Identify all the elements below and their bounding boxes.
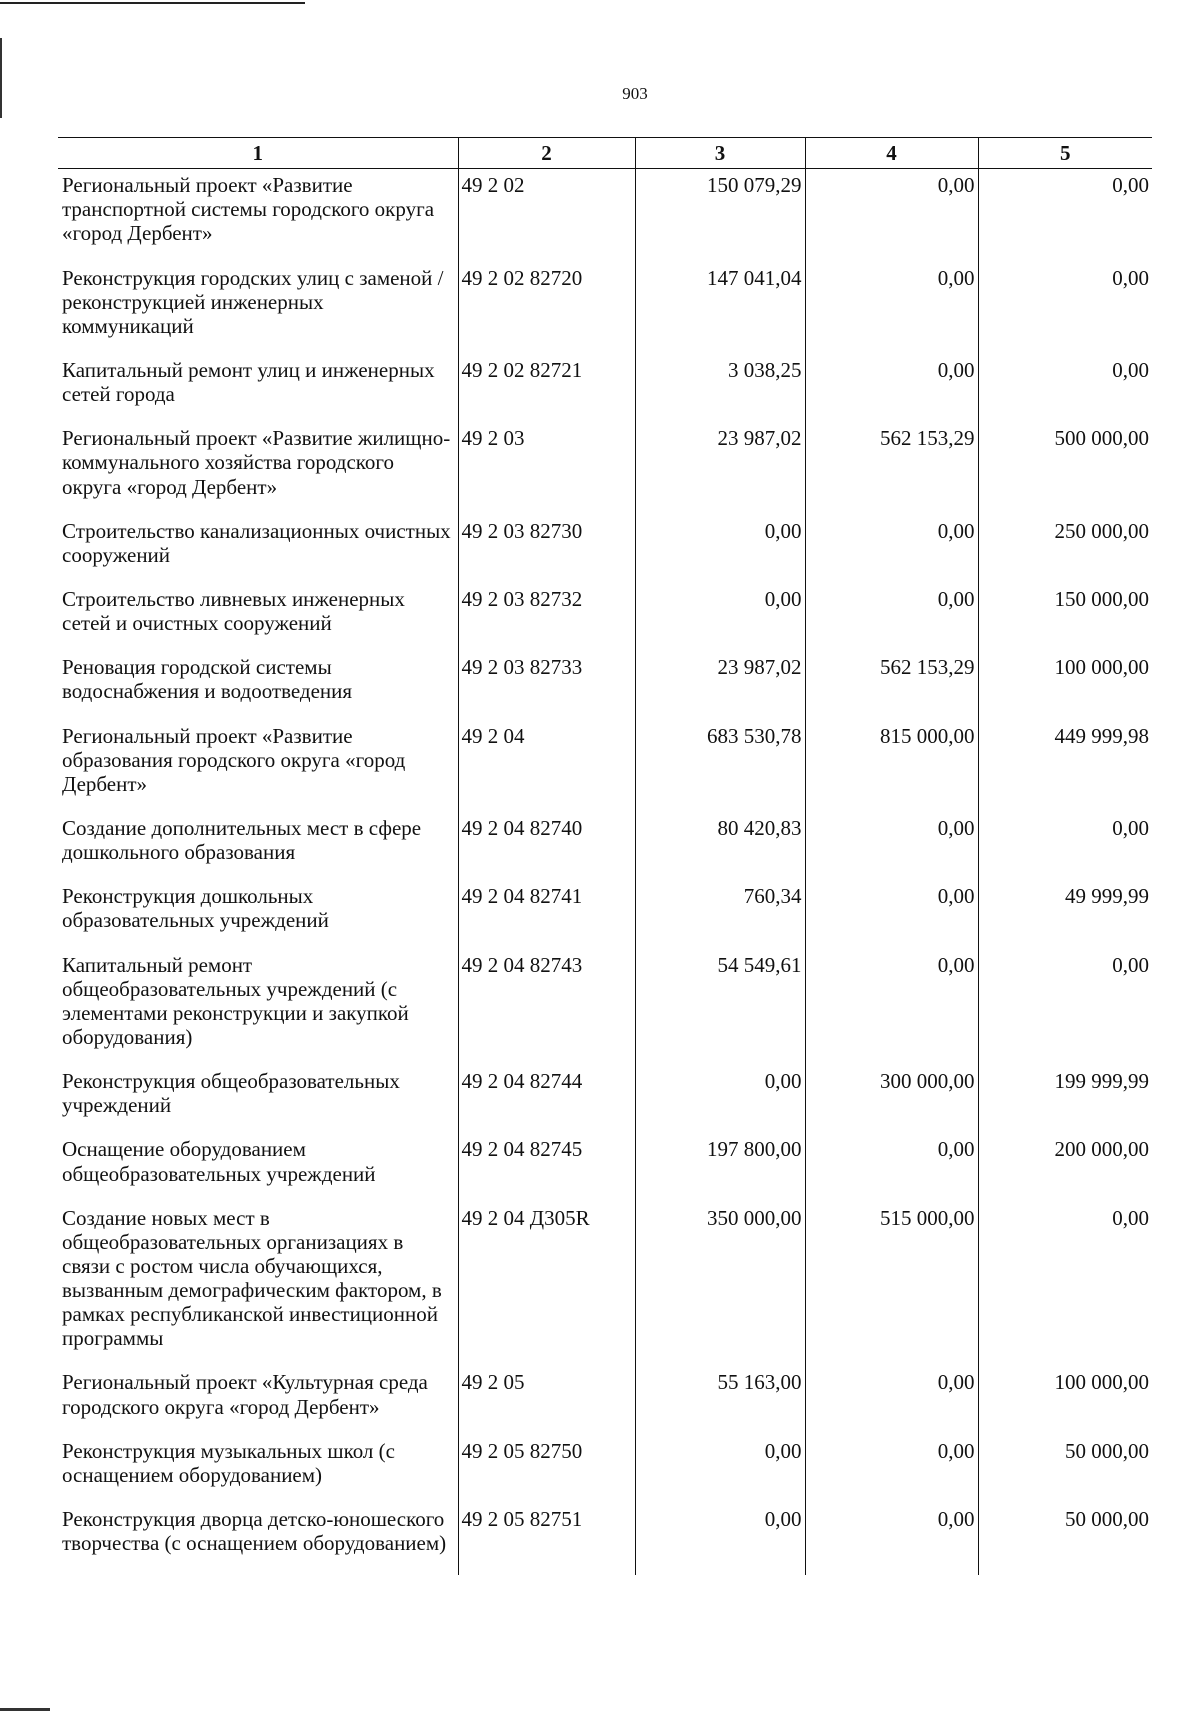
table-body: [58, 169, 1152, 1576]
row-col4-value: 0,00: [805, 1370, 978, 1438]
row-col3-value: 0,00: [635, 519, 805, 587]
row-col4-value: 0,00: [805, 358, 978, 426]
row-col3-value: 54 549,61: [635, 953, 805, 1070]
row-col5-value: 49 999,99: [978, 884, 1152, 952]
row-col5-value: 100 000,00: [978, 655, 1152, 723]
row-name-cell: Региональный проект «Развитие образования городского округа «город Дербент»: [62, 723, 406, 796]
row-col5-value: 0,00: [978, 358, 1152, 426]
row-col4-value: 0,00: [805, 816, 978, 884]
row-code-cell: 49 2 04 82744: [458, 1069, 635, 1137]
row-code-cell: 49 2 04 Д305R: [458, 1206, 635, 1371]
row-col4-value: 562 153,29: [805, 655, 978, 723]
table-row: [58, 655, 1152, 723]
row-col3-value: 147 041,04: [635, 266, 805, 358]
row-name-cell: Создание дополнительных мест в сфере дошкольного образования: [62, 815, 422, 865]
row-code-cell: 49 2 02: [458, 169, 635, 266]
row-col4-value: 0,00: [805, 884, 978, 952]
row-col3-value: 0,00: [635, 587, 805, 655]
row-col3-value: 0,00: [635, 1069, 805, 1137]
row-code-cell: 49 2 03 82730: [458, 519, 635, 587]
row-col4-value: 515 000,00: [805, 1206, 978, 1371]
row-name-cell: Реконструкция музыкальных школ (с оснащением оборудованием): [62, 1438, 395, 1487]
row-col4-value: 0,00: [805, 266, 978, 358]
row-name-cell: Региональный проект «Развитие транспортной системы городского округа «город Дербент»: [62, 173, 435, 246]
row-col4-value: 0,00: [805, 953, 978, 1070]
row-col3-value: 0,00: [635, 1507, 805, 1575]
row-name-cell: Реконструкция дворца детско-юношеского творчества (с оснащением оборудованием): [62, 1507, 447, 1556]
row-name-cell: Капитальный ремонт улиц и инженерных сетей города: [62, 357, 435, 407]
row-col3-value: 350 000,00: [635, 1206, 805, 1371]
row-col5-value: 100 000,00: [978, 1370, 1152, 1438]
row-code-cell: 49 2 03: [458, 426, 635, 518]
row-col5-value: 0,00: [978, 953, 1152, 1070]
row-col4-value: 0,00: [805, 519, 978, 587]
row-name-cell: Реновация городской системы водоснабжения и водоотведения: [62, 655, 353, 704]
scan-artifact-left-edge: [0, 38, 2, 118]
row-name-cell: Строительство канализационных очистных сооружений: [62, 518, 451, 567]
table-row: [58, 1069, 1152, 1137]
row-code-cell: 49 2 05: [458, 1370, 635, 1438]
row-col4-value: 0,00: [805, 1137, 978, 1205]
row-code-cell: 49 2 05 82750: [458, 1439, 635, 1507]
table-header: [58, 138, 1152, 169]
row-col5-value: 449 999,98: [978, 724, 1152, 816]
row-name-cell: Оснащение оборудованием общеобразовательных учреждений: [62, 1137, 376, 1186]
row-name-cell: Реконструкция общеобразовательных учреждений: [62, 1069, 400, 1118]
table-row: [58, 1206, 1152, 1371]
row-code-cell: 49 2 03 82732: [458, 587, 635, 655]
row-col5-value: 200 000,00: [978, 1137, 1152, 1205]
row-col4-value: 300 000,00: [805, 1069, 978, 1137]
row-col4-value: 0,00: [805, 587, 978, 655]
table-row: [58, 953, 1152, 1070]
row-col5-value: 500 000,00: [978, 426, 1152, 518]
row-col3-value: 150 079,29: [635, 169, 805, 266]
header-col-3: 3: [635, 138, 805, 169]
row-code-cell: 49 2 02 82720: [458, 266, 635, 358]
table-row: [58, 587, 1152, 655]
row-col5-value: 150 000,00: [978, 587, 1152, 655]
table-row: [58, 1507, 1152, 1575]
row-name-cell: Реконструкция городских улиц с заменой / реконструкцией инженерных коммуникаций: [62, 265, 444, 338]
table-row: [58, 519, 1152, 587]
table-row: [58, 884, 1152, 952]
row-col5-value: 50 000,00: [978, 1507, 1152, 1575]
row-name-cell: Региональный проект «Культурная среда городского округа «город Дербент»: [62, 1370, 428, 1419]
row-col3-value: 3 038,25: [635, 358, 805, 426]
header-row: [58, 138, 1152, 169]
header-col-2: 2: [458, 138, 635, 169]
row-col3-value: 23 987,02: [635, 426, 805, 518]
header-col-4: 4: [805, 138, 978, 169]
row-code-cell: 49 2 02 82721: [458, 358, 635, 426]
row-code-cell: 49 2 04 82740: [458, 816, 635, 884]
budget-table: [58, 137, 1152, 1575]
row-col3-value: 197 800,00: [635, 1137, 805, 1205]
table-row: [58, 266, 1152, 358]
row-code-cell: 49 2 03 82733: [458, 655, 635, 723]
header-col-5: 5: [978, 138, 1152, 169]
row-col3-value: 80 420,83: [635, 816, 805, 884]
table-row: [58, 358, 1152, 426]
row-code-cell: 49 2 04 82743: [458, 953, 635, 1070]
row-name-cell: Реконструкция дошкольных образовательных учреждений: [62, 884, 329, 933]
table-row: [58, 1370, 1152, 1438]
row-name-cell: Региональный проект «Развитие жилищно-коммунального хозяйства городского округа «город Дербент»: [62, 426, 451, 499]
row-col4-value: 0,00: [805, 1507, 978, 1575]
table-row: [58, 724, 1152, 816]
page-number: 903: [622, 84, 648, 103]
table-row: [58, 169, 1152, 266]
scan-artifact-bottom-line: [0, 1708, 50, 1711]
row-col5-value: 0,00: [978, 1206, 1152, 1371]
row-col3-value: 0,00: [635, 1439, 805, 1507]
row-col3-value: 55 163,00: [635, 1370, 805, 1438]
table-row: [58, 816, 1152, 884]
row-name-cell: Создание новых мест в общеобразовательных организациях в связи с ростом числа обучающихся, вызванным демографическим фактором, в рамках республиканской инвестиционной программы: [62, 1205, 442, 1351]
table-row: [58, 1439, 1152, 1507]
row-code-cell: 49 2 04 82741: [458, 884, 635, 952]
row-col5-value: 250 000,00: [978, 519, 1152, 587]
row-col4-value: 562 153,29: [805, 426, 978, 518]
row-name-cell: Капитальный ремонт общеобразовательных учреждений (с элементами реконструкции и закупкой оборудования): [62, 952, 409, 1049]
table-row: [58, 1137, 1152, 1205]
row-col4-value: 815 000,00: [805, 724, 978, 816]
row-col5-value: 0,00: [978, 816, 1152, 884]
row-col3-value: 683 530,78: [635, 724, 805, 816]
row-col4-value: 0,00: [805, 169, 978, 266]
scan-artifact-top-line: [0, 2, 305, 4]
row-col5-value: 199 999,99: [978, 1069, 1152, 1137]
row-name-cell: Строительство ливневых инженерных сетей и очистных сооружений: [62, 586, 405, 636]
row-col5-value: 0,00: [978, 266, 1152, 358]
row-code-cell: 49 2 05 82751: [458, 1507, 635, 1575]
row-col4-value: 0,00: [805, 1439, 978, 1507]
row-col3-value: 23 987,02: [635, 655, 805, 723]
row-code-cell: 49 2 04 82745: [458, 1137, 635, 1205]
row-col3-value: 760,34: [635, 884, 805, 952]
table-row: [58, 426, 1152, 518]
row-code-cell: 49 2 04: [458, 724, 635, 816]
row-col5-value: 50 000,00: [978, 1439, 1152, 1507]
header-col-1: 1: [58, 138, 458, 169]
row-col5-value: 0,00: [978, 169, 1152, 266]
